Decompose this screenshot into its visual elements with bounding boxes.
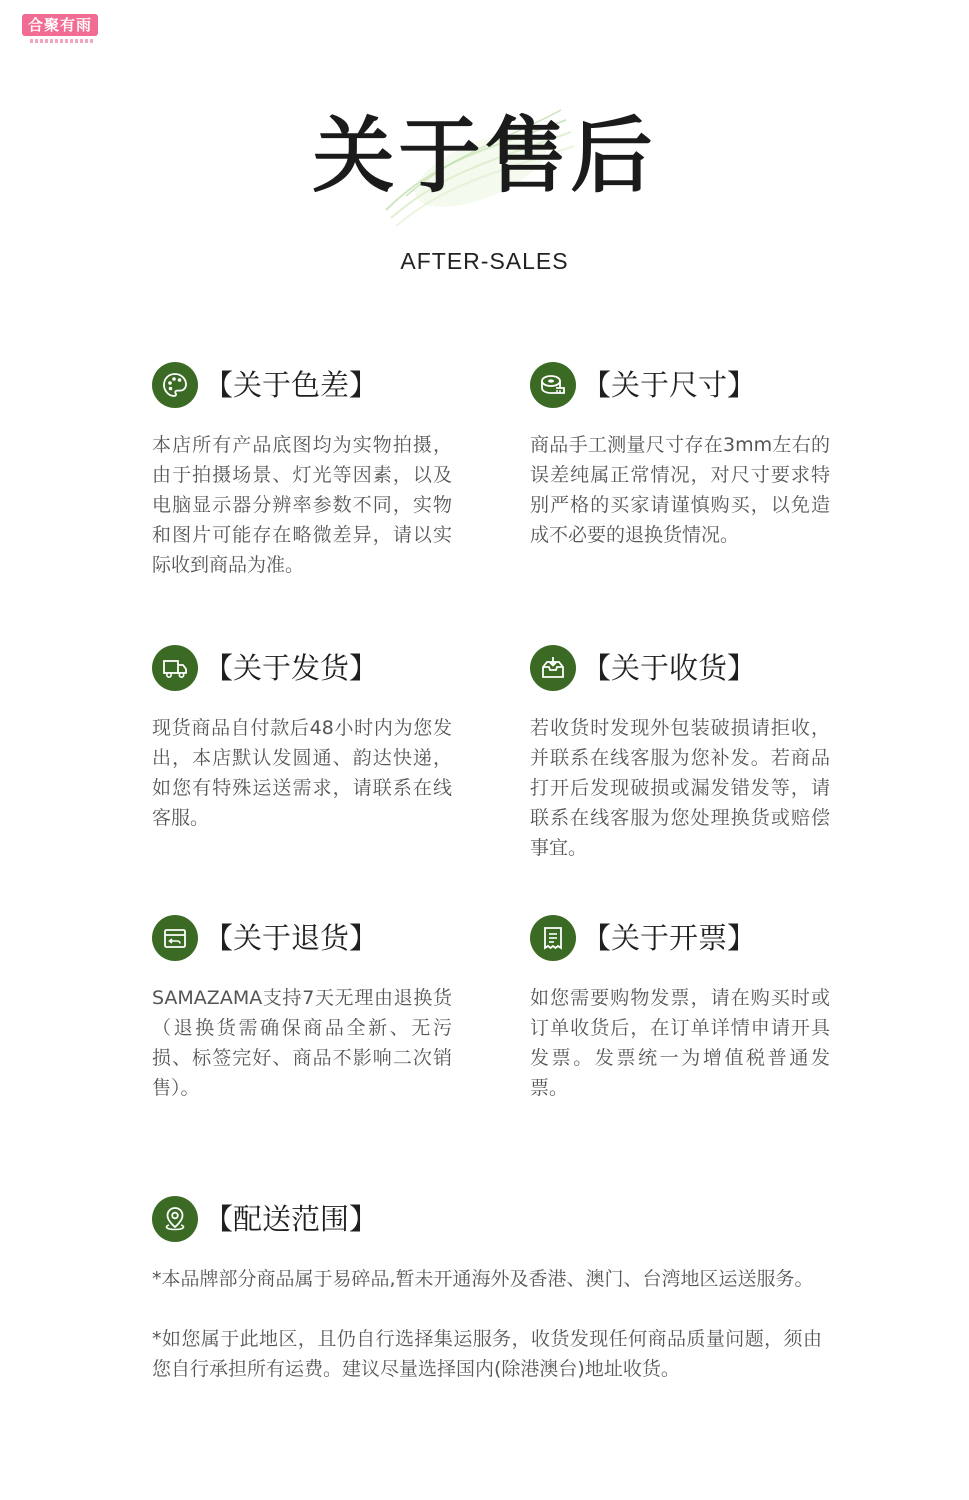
section-title: 【关于尺寸】	[582, 368, 757, 402]
section-receiving	[530, 645, 830, 863]
section-returns	[152, 915, 452, 1103]
section-size	[530, 362, 830, 550]
inbox-icon	[530, 645, 576, 691]
section-text: 现货商品自付款后48小时内为您发出，本店默认发圆通、韵达快递，如您有特殊运送需求，请联系在线客服。	[152, 717, 452, 829]
section-title: 【配送范围】	[204, 1202, 379, 1236]
section-title: 【关于开票】	[582, 921, 757, 955]
watermark-label: 合聚有雨	[22, 14, 98, 36]
delivery-note: *如您属于此地区，且仍自行选择集运服务，收货发现任何商品质量问题，须由您自行承担所有运费。建议尽量选择国内(除港澳台)地址收货。	[152, 1328, 822, 1380]
section-text: 商品手工测量尺寸存在3mm左右的误差纯属正常情况，对尺寸要求特别严格的买家请谨慎购买，以免造成不必要的退换货情况。	[530, 434, 830, 546]
section-text: 如您需要购物发票，请在购买时或订单收货后，在订单详情申请开具发票。发票统一为增值税普通发票。	[530, 987, 830, 1099]
section-header	[152, 915, 452, 963]
section-shipping	[152, 645, 452, 833]
section-delivery-range	[152, 1196, 822, 1414]
section-text: 若收货时发现外包装破损请拒收，并联系在线客服为您补发。若商品打开后发现破损或漏发错发等，请联系在线客服为您处理换货或赔偿事宜。	[530, 717, 830, 859]
section-color-difference	[152, 362, 452, 580]
section-text: SAMAZAMA支持7天无理由退换货（退换货需确保商品全新、无污损、标签完好、商品不影响二次销售）。	[152, 987, 452, 1099]
invoice-icon	[530, 915, 576, 961]
section-header	[152, 1196, 822, 1244]
page-header	[0, 95, 969, 295]
section-text: 本店所有产品底图均为实物拍摄，由于拍摄场景、灯光等因素，以及电脑显示器分辨率参数不同，实物和图片可能存在略微差异，请以实际收到商品为准。	[152, 434, 452, 576]
section-title: 【关于收货】	[582, 651, 757, 685]
section-header	[530, 645, 830, 693]
truck-icon	[152, 645, 198, 691]
page-title: 关于售后	[312, 109, 657, 204]
section-header	[530, 915, 830, 963]
section-header	[152, 645, 452, 693]
page-subtitle: AFTER-SALES	[400, 248, 569, 274]
section-header	[152, 362, 452, 410]
location-pin-icon	[152, 1196, 198, 1242]
section-header	[530, 362, 830, 410]
section-title: 【关于发货】	[204, 651, 379, 685]
tape-measure-icon	[530, 362, 576, 408]
watermark-logo	[22, 14, 100, 46]
palette-icon	[152, 362, 198, 408]
section-title: 【关于退货】	[204, 921, 379, 955]
section-title: 【关于色差】	[204, 368, 379, 402]
section-invoice	[530, 915, 830, 1103]
delivery-note: *本品牌部分商品属于易碎品,暂未开通海外及香港、澳门、台湾地区运送服务。	[152, 1268, 814, 1290]
section-text	[152, 1264, 822, 1384]
return-box-icon	[152, 915, 198, 961]
watermark-underline	[30, 39, 94, 43]
